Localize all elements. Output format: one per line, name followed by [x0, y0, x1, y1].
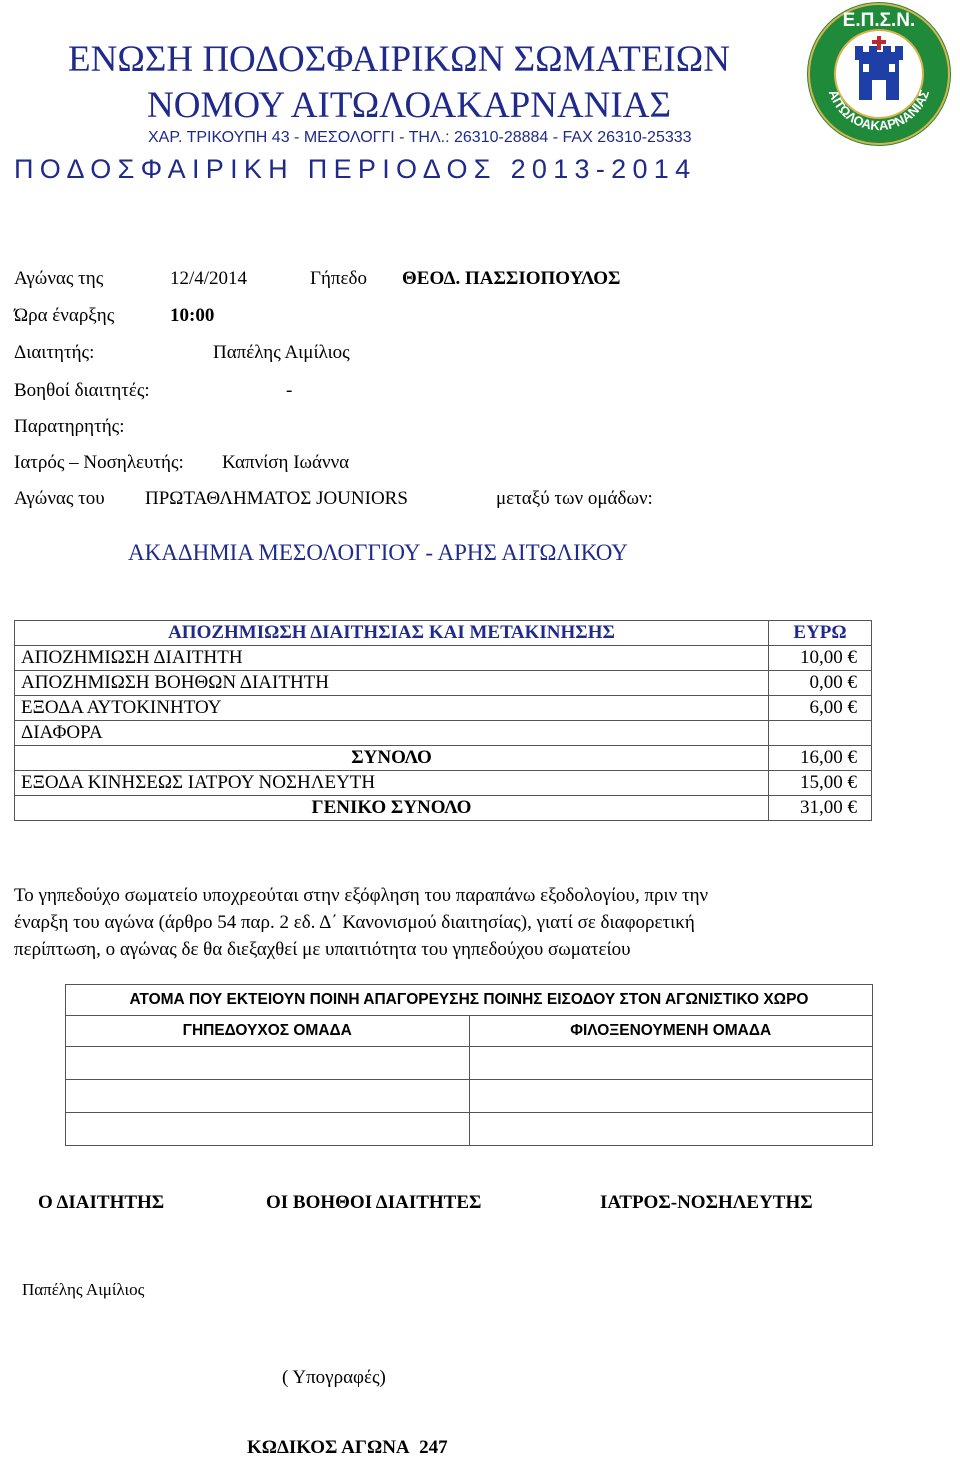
logo-ring-text: ΑΙΤΩΛΟΑΚΑΡΝΑΝΙΑΣ — [825, 87, 933, 134]
payment-note-line: Το γηπεδούχο σωματείο υποχρεούται στην εξόφληση του παραπάνω εξοδολογίου, πριν την — [14, 885, 709, 906]
signatures-label: ( Υπογραφές) — [282, 1367, 386, 1388]
competition-label: Αγώνας του — [14, 488, 105, 509]
season-heading: ΠΟΔΟΣΦΑΙΡΙΚΗ ΠΕΡΙΟΔΟΣ 2013-2014 — [14, 154, 697, 184]
match-code-value: 247 — [419, 1437, 448, 1458]
match-code — [247, 1437, 448, 1459]
table-row — [15, 671, 872, 696]
penalty-title: ΑΤΟΜΑ ΠΟΥ ΕΚΤΕΙΟΥΝ ΠΟΙΝΗ ΑΠΑΓΟΡΕΥΣΗΣ ΠΟΙΝΗΣ ΕΙΣΟΔΟΥ ΣΤΟΝ ΑΓΩΝΙΣΤΙΚΟ ΧΩΡΟ — [66, 985, 873, 1016]
epsn-logo — [805, 0, 953, 148]
penalty-col-away: ΦΙΛΟΞΕΝΟΥΜΕΝΗ ΟΜΑΔΑ — [469, 1016, 873, 1047]
teams-heading: ΑΚΑΔΗΜΙΑ ΜΕΣΟΛΟΓΓΙΟΥ - ΑΡΗΣ ΑΙΤΩΛΙΚΟΥ — [128, 540, 628, 565]
org-title-line2: ΝΟΜΟΥ ΑΙΤΩΛΟΑΚΑΡΝΑΝΙΑΣ — [147, 85, 671, 126]
penalty-col-home: ΓΗΠΕΔΟΥΧΟΣ ΟΜΑΔΑ — [66, 1016, 470, 1047]
match-code-label: ΚΩΔΙΚΟΣ ΑΓΩΝΑ — [247, 1437, 410, 1458]
fee-label: ΕΞΟΔΑ ΑΥΤΟΚΙΝΗΤΟΥ — [15, 696, 769, 721]
start-time-value: 10:00 — [170, 305, 215, 326]
field-label: Γήπεδο — [310, 268, 367, 289]
signature-medic-label: ΙΑΤΡΟΣ-ΝΟΣΗΛΕΥΤΗΣ — [600, 1192, 813, 1213]
table-row — [15, 746, 872, 771]
referee-label: Διαιτητής: — [14, 342, 95, 363]
fee-subtotal-label: ΣΥΝΟΛΟ — [15, 746, 769, 771]
fee-amount: 0,00 € — [769, 671, 872, 696]
penalty-cell — [66, 1113, 470, 1146]
payment-note-line: περίπτωση, ο αγώνας δε θα διεξαχθεί με υπαιτιότητα του γηπεδούχου σωματείου — [14, 939, 631, 960]
fee-grand-total-label: ΓΕΝΙΚΟ ΣΥΝΟΛΟ — [15, 796, 769, 821]
referee-value: Παπέλης Αιμίλιος — [213, 342, 350, 363]
penalty-cell — [469, 1047, 873, 1080]
penalty-header-row — [66, 1016, 873, 1047]
payment-note-line: έναρξη του αγώνα (άρθρο 54 παρ. 2 εδ. Δ΄ Κανονισμού διαιτησίας), γιατί σε διαφορετική — [14, 912, 695, 933]
fee-amount — [769, 721, 872, 746]
table-row — [66, 1080, 873, 1113]
field-value: ΘΕΟΔ. ΠΑΣΣΙΟΠΟΥΛΟΣ — [402, 268, 621, 289]
referee-signature-name: Παπέλης Αιμίλιος — [22, 1280, 145, 1299]
penalty-cell — [469, 1080, 873, 1113]
org-title-line1: ΕΝΩΣΗ ΠΟΔΟΣΦΑΙΡΙΚΩΝ ΣΩΜΑΤΕΙΩΝ — [68, 39, 730, 80]
competition-value: ΠΡΩΤΑΘΛΗΜΑΤΟΣ JOUNIORS — [145, 488, 408, 509]
signature-assistants-label: ΟΙ ΒΟΗΘΟΙ ΔΙΑΙΤΗΤΕΣ — [266, 1192, 482, 1213]
table-row — [15, 796, 872, 821]
table-row — [15, 771, 872, 796]
table-row — [15, 696, 872, 721]
start-time-label: Ώρα έναρξης — [14, 305, 115, 326]
fees-header-currency: ΕΥΡΩ — [769, 621, 872, 646]
fee-label: ΔΙΑΦΟΡΑ — [15, 721, 769, 746]
table-row — [66, 1113, 873, 1146]
table-row — [15, 646, 872, 671]
assistants-label: Βοηθοί διαιτητές: — [14, 380, 150, 401]
payment-note — [14, 882, 894, 963]
fee-label: ΑΠΟΖΗΜΙΩΣΗ ΒΟΗΘΩΝ ΔΙΑΙΤΗΤΗ — [15, 671, 769, 696]
logo-top-text: Ε.Π.Σ.Ν. — [842, 10, 916, 31]
fee-amount: 6,00 € — [769, 696, 872, 721]
fee-amount: 10,00 € — [769, 646, 872, 671]
fee-label: ΕΞΟΔΑ ΚΙΝΗΣΕΩΣ ΙΑΤΡΟΥ ΝΟΣΗΛΕΥΤΗ — [15, 771, 769, 796]
fees-table — [14, 620, 872, 821]
fee-amount: 15,00 € — [769, 771, 872, 796]
penalty-table — [65, 984, 873, 1146]
observer-label: Παρατηρητής: — [14, 416, 125, 437]
table-row — [66, 1047, 873, 1080]
fees-header-row — [15, 621, 872, 646]
assistants-value: - — [286, 380, 293, 401]
penalty-cell — [66, 1047, 470, 1080]
fee-amount: 16,00 € — [769, 746, 872, 771]
penalty-cell — [66, 1080, 470, 1113]
org-contact: ΧΑΡ. ΤΡΙΚΟΥΠΗ 43 - ΜΕΣΟΛΟΓΓΙ - ΤΗΛ.: 26310-28884 - FAX 26310-25333 — [148, 129, 692, 146]
fees-header-label: ΑΠΟΖΗΜΙΩΣΗ ΔΙΑΙΤΗΣΙΑΣ ΚΑΙ ΜΕΤΑΚΙΝΗΣΗΣ — [15, 621, 769, 646]
medic-value: Καπνίση Ιωάννα — [222, 452, 350, 473]
between-label: μεταξύ των ομάδων: — [496, 488, 653, 509]
match-date-label: Αγώνας της — [14, 268, 104, 289]
penalty-cell — [469, 1113, 873, 1146]
penalty-title-row — [66, 985, 873, 1016]
fee-label: ΑΠΟΖΗΜΙΩΣΗ ΔΙΑΙΤΗΤΗ — [15, 646, 769, 671]
match-date-value: 12/4/2014 — [170, 268, 248, 289]
fee-amount: 31,00 € — [769, 796, 872, 821]
table-row — [15, 721, 872, 746]
signature-referee-label: Ο ΔΙΑΙΤΗΤΗΣ — [38, 1192, 165, 1213]
medic-label: Ιατρός – Νοσηλευτής: — [14, 452, 184, 473]
